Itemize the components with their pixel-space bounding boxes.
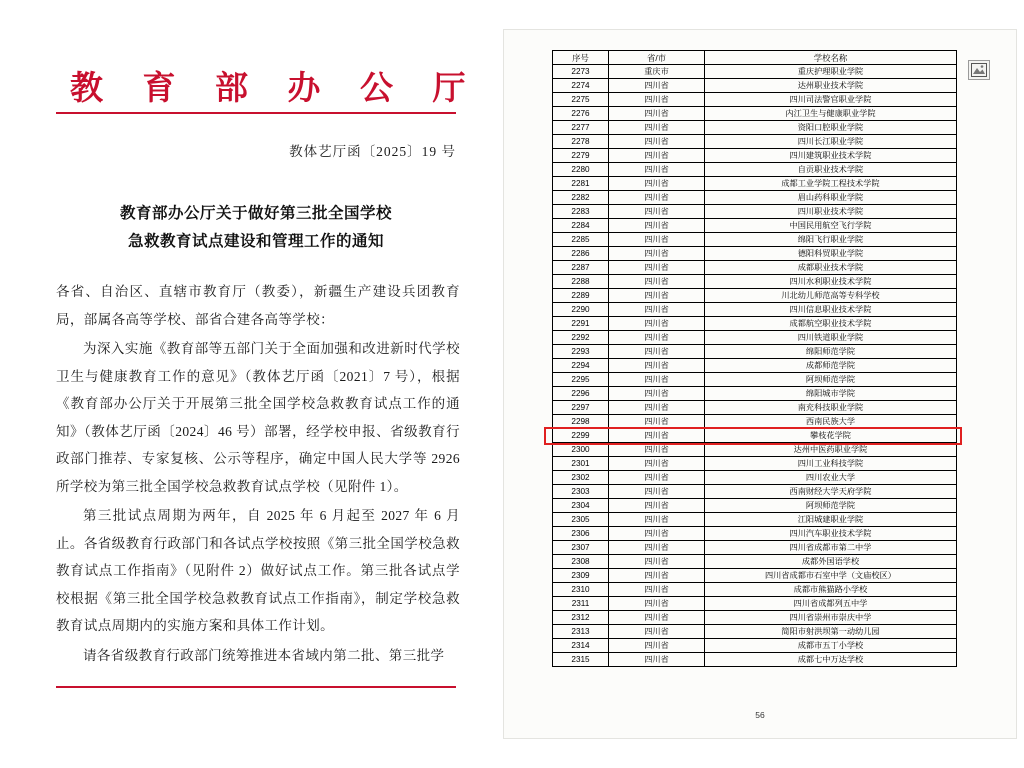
- cell-school: 四川铁道职业学院: [705, 331, 957, 345]
- table-row[interactable]: [553, 541, 957, 555]
- cell-index: 2293: [553, 345, 609, 359]
- cell-school: 西南财经大学天府学院: [705, 485, 957, 499]
- cell-province: 四川省: [609, 219, 705, 233]
- cell-index: 2284: [553, 219, 609, 233]
- document-body: [56, 278, 460, 671]
- cell-province: 四川省: [609, 457, 705, 471]
- page-number: 56: [755, 710, 765, 720]
- cell-index: 2300: [553, 443, 609, 457]
- attachment-table-page: [504, 30, 1016, 738]
- cell-province: 四川省: [609, 513, 705, 527]
- cell-province: 四川省: [609, 583, 705, 597]
- cell-school: 四川职业技术学院: [705, 205, 957, 219]
- cell-province: 四川省: [609, 597, 705, 611]
- table-row[interactable]: [553, 499, 957, 513]
- table-row[interactable]: [553, 373, 957, 387]
- table-row[interactable]: [553, 527, 957, 541]
- document-masthead: 教 育 部 办 公 厅: [70, 68, 480, 107]
- cell-province: 四川省: [609, 93, 705, 107]
- table-row[interactable]: [553, 443, 957, 457]
- cell-school: 眉山药科职业学院: [705, 191, 957, 205]
- cell-school: 绵阳师范学院: [705, 345, 957, 359]
- column-header-province: 省/市: [609, 51, 705, 65]
- cell-index: 2295: [553, 373, 609, 387]
- cell-school: 成都市五丁小学校: [705, 639, 957, 653]
- table-row[interactable]: [553, 457, 957, 471]
- cell-province: 四川省: [609, 387, 705, 401]
- cell-province: 四川省: [609, 555, 705, 569]
- cell-province: 四川省: [609, 569, 705, 583]
- cell-province: 四川省: [609, 149, 705, 163]
- table-row[interactable]: [553, 639, 957, 653]
- table-row[interactable]: [553, 65, 957, 79]
- table-row[interactable]: [553, 205, 957, 219]
- cell-index: 2286: [553, 247, 609, 261]
- cell-school: 内江卫生与健康职业学院: [705, 107, 957, 121]
- table-row[interactable]: [553, 429, 957, 443]
- table-row[interactable]: [553, 555, 957, 569]
- cell-index: 2304: [553, 499, 609, 513]
- table-row[interactable]: [553, 219, 957, 233]
- table-row[interactable]: [553, 163, 957, 177]
- cell-province: 四川省: [609, 303, 705, 317]
- cell-school: 攀枝花学院: [705, 429, 957, 443]
- cell-index: 2277: [553, 121, 609, 135]
- cell-school: 四川长江职业学院: [705, 135, 957, 149]
- cell-province: 四川省: [609, 443, 705, 457]
- table-row[interactable]: [553, 597, 957, 611]
- cell-province: 四川省: [609, 233, 705, 247]
- cell-index: 2280: [553, 163, 609, 177]
- table-row[interactable]: [553, 121, 957, 135]
- school-table-wrap: [552, 50, 956, 667]
- cell-index: 2301: [553, 457, 609, 471]
- cell-index: 2309: [553, 569, 609, 583]
- cell-index: 2298: [553, 415, 609, 429]
- cell-school: 四川建筑职业技术学院: [705, 149, 957, 163]
- document-paragraph: 为深入实施《教育部等五部门关于全面加强和改进新时代学校卫生与健康教育工作的意见》（教体艺厅函〔2021〕7 号），根据《教育部办公厅关于开展第三批全国学校急救教育试点工作的通知》（教体艺厅函〔2024〕46 号）部署，经学校申报、省级教育行政部门推荐、专家复核、公示等程序，确定中国人民大学等 2926 所学校为第三批全国学校急救教育试点学校（见附件 1）。: [56, 341, 460, 494]
- table-row[interactable]: [553, 471, 957, 485]
- table-row[interactable]: [553, 583, 957, 597]
- cell-school: 西南民族大学: [705, 415, 957, 429]
- document-paragraph: 第三批试点周期为两年，自 2025 年 6 月起至 2027 年 6 月止。各省级教育行政部门和各试点学校按照《第三批全国学校急救教育试点工作指南》（见附件 2）做好试点工作。第三批各试点学校根据《第三批全国学校急救教育试点工作指南》，制定学校急救教育试点周期内的实施方案和具体工作计划。: [56, 508, 460, 633]
- table-row[interactable]: [553, 387, 957, 401]
- cell-province: 四川省: [609, 205, 705, 219]
- cell-province: 四川省: [609, 317, 705, 331]
- cell-index: 2276: [553, 107, 609, 121]
- cell-province: 四川省: [609, 401, 705, 415]
- cell-index: 2287: [553, 261, 609, 275]
- cell-province: 四川省: [609, 135, 705, 149]
- table-row[interactable]: [553, 149, 957, 163]
- cell-index: 2285: [553, 233, 609, 247]
- cell-index: 2313: [553, 625, 609, 639]
- cell-school: 江阳城建职业学院: [705, 513, 957, 527]
- image-icon[interactable]: [968, 60, 990, 80]
- table-row[interactable]: [553, 289, 957, 303]
- cell-index: 2311: [553, 597, 609, 611]
- cell-province: 四川省: [609, 415, 705, 429]
- cell-school: 川北幼儿师范高等专科学校: [705, 289, 957, 303]
- column-header-index: 序号: [553, 51, 609, 65]
- cell-index: 2308: [553, 555, 609, 569]
- cell-school: 阿坝师范学院: [705, 373, 957, 387]
- table-row[interactable]: [553, 303, 957, 317]
- cell-index: 2312: [553, 611, 609, 625]
- cell-school: 四川汽车职业技术学院: [705, 527, 957, 541]
- cell-index: 2294: [553, 359, 609, 373]
- cell-province: 四川省: [609, 639, 705, 653]
- cell-province: 四川省: [609, 345, 705, 359]
- cell-school: 成都七中万达学校: [705, 653, 957, 667]
- cell-index: 2314: [553, 639, 609, 653]
- cell-school: 成都职业技术学院: [705, 261, 957, 275]
- document-paragraph: 请各省级教育行政部门统筹推进本省域内第二批、第三批学: [83, 647, 445, 663]
- cell-index: 2281: [553, 177, 609, 191]
- cell-index: 2273: [553, 65, 609, 79]
- table-row[interactable]: [553, 233, 957, 247]
- table-row[interactable]: [553, 177, 957, 191]
- cell-index: 2299: [553, 429, 609, 443]
- cell-index: 2274: [553, 79, 609, 93]
- cell-school: 德阳科贸职业学院: [705, 247, 957, 261]
- cell-school: 达州职业技术学院: [705, 79, 957, 93]
- table-row[interactable]: [553, 359, 957, 373]
- cell-school: 四川司法警官职业学院: [705, 93, 957, 107]
- cell-school: 成都师范学院: [705, 359, 957, 373]
- cell-school: 南充科技职业学院: [705, 401, 957, 415]
- table-row[interactable]: [553, 79, 957, 93]
- cell-province: 四川省: [609, 485, 705, 499]
- cell-school: 成都工业学院工程技术学院: [705, 177, 957, 191]
- cell-school: 成都市熊猫路小学校: [705, 583, 957, 597]
- table-row[interactable]: [553, 247, 957, 261]
- table-body: [553, 65, 957, 667]
- cell-school: 四川工业科技学院: [705, 457, 957, 471]
- cell-province: 四川省: [609, 79, 705, 93]
- cell-province: 四川省: [609, 653, 705, 667]
- cell-province: 四川省: [609, 261, 705, 275]
- cell-school: 四川省成都市石室中学（文庙校区）: [705, 569, 957, 583]
- cell-province: 重庆市: [609, 65, 705, 79]
- table-row[interactable]: [553, 261, 957, 275]
- cell-province: 四川省: [609, 331, 705, 345]
- cell-school: 中国民用航空飞行学院: [705, 219, 957, 233]
- table-row[interactable]: [553, 401, 957, 415]
- cell-index: 2297: [553, 401, 609, 415]
- cell-province: 四川省: [609, 121, 705, 135]
- cell-province: 四川省: [609, 373, 705, 387]
- table-row[interactable]: [553, 569, 957, 583]
- cell-index: 2296: [553, 387, 609, 401]
- table-row[interactable]: [553, 135, 957, 149]
- cell-school: 四川水利职业技术学院: [705, 275, 957, 289]
- official-document: [0, 0, 500, 768]
- cell-school: 自贡职业技术学院: [705, 163, 957, 177]
- cell-school: 成都外国语学校: [705, 555, 957, 569]
- cell-school: 四川农业大学: [705, 471, 957, 485]
- table-row[interactable]: [553, 625, 957, 639]
- table-row[interactable]: [553, 513, 957, 527]
- cell-province: 四川省: [609, 191, 705, 205]
- cell-province: 四川省: [609, 359, 705, 373]
- cell-index: 2305: [553, 513, 609, 527]
- cell-province: 四川省: [609, 527, 705, 541]
- cell-province: 四川省: [609, 471, 705, 485]
- cell-province: 四川省: [609, 247, 705, 261]
- table-row[interactable]: [553, 317, 957, 331]
- cell-index: 2291: [553, 317, 609, 331]
- cell-index: 2303: [553, 485, 609, 499]
- document-title-line-2: 急救教育试点建设和管理工作的通知: [127, 233, 384, 250]
- document-title-line-1: 教育部办公厅关于做好第三批全国学校: [119, 205, 392, 222]
- cell-index: 2289: [553, 289, 609, 303]
- cell-province: 四川省: [609, 541, 705, 555]
- table-row[interactable]: [553, 653, 957, 667]
- cell-school: 四川省崇州市崇庆中学: [705, 611, 957, 625]
- table-row[interactable]: [553, 345, 957, 359]
- cell-index: 2306: [553, 527, 609, 541]
- school-table: [552, 50, 957, 667]
- cell-school: 资阳口腔职业学院: [705, 121, 957, 135]
- cell-province: 四川省: [609, 499, 705, 513]
- table-row[interactable]: [553, 275, 957, 289]
- document-number: 教体艺厅函〔2025〕19 号: [289, 144, 456, 159]
- cell-province: 四川省: [609, 611, 705, 625]
- cell-school: 绵阳城市学院: [705, 387, 957, 401]
- cell-index: 2290: [553, 303, 609, 317]
- footer-rule: [56, 686, 456, 688]
- cell-province: 四川省: [609, 107, 705, 121]
- cell-index: 2282: [553, 191, 609, 205]
- cell-school: 四川信息职业技术学院: [705, 303, 957, 317]
- table-row[interactable]: [553, 191, 957, 205]
- table-row[interactable]: [553, 415, 957, 429]
- masthead-rule: [56, 112, 456, 114]
- table-row[interactable]: [553, 331, 957, 345]
- cell-school: 四川省成都市第二中学: [705, 541, 957, 555]
- cell-school: 简阳市射洪坝第一动幼儿园: [705, 625, 957, 639]
- cell-school: 达州中医药职业学院: [705, 443, 957, 457]
- table-row[interactable]: [553, 611, 957, 625]
- cell-province: 四川省: [609, 275, 705, 289]
- table-row[interactable]: [553, 93, 957, 107]
- document-paragraph: 各省、自治区、直辖市教育厅（教委），新疆生产建设兵团教育局，部属各高等学校、部省合建各高等学校：: [56, 284, 460, 327]
- cell-index: 2315: [553, 653, 609, 667]
- cell-province: 四川省: [609, 625, 705, 639]
- cell-school: 四川省成都列五中学: [705, 597, 957, 611]
- table-header-row: [553, 51, 957, 65]
- cell-province: 四川省: [609, 177, 705, 191]
- cell-index: 2292: [553, 331, 609, 345]
- cell-index: 2288: [553, 275, 609, 289]
- cell-index: 2302: [553, 471, 609, 485]
- cell-province: 四川省: [609, 289, 705, 303]
- cell-school: 成都航空职业技术学院: [705, 317, 957, 331]
- cell-index: 2307: [553, 541, 609, 555]
- document-title: [56, 200, 456, 256]
- cell-school: 绵阳飞行职业学院: [705, 233, 957, 247]
- table-row[interactable]: [553, 107, 957, 121]
- cell-index: 2283: [553, 205, 609, 219]
- table-row[interactable]: [553, 485, 957, 499]
- cell-index: 2275: [553, 93, 609, 107]
- column-header-school: 学校名称: [705, 51, 957, 65]
- cell-school: 阿坝师范学院: [705, 499, 957, 513]
- cell-school: 重庆护理职业学院: [705, 65, 957, 79]
- cell-province: 四川省: [609, 429, 705, 443]
- cell-province: 四川省: [609, 163, 705, 177]
- cell-index: 2278: [553, 135, 609, 149]
- cell-index: 2310: [553, 583, 609, 597]
- cell-index: 2279: [553, 149, 609, 163]
